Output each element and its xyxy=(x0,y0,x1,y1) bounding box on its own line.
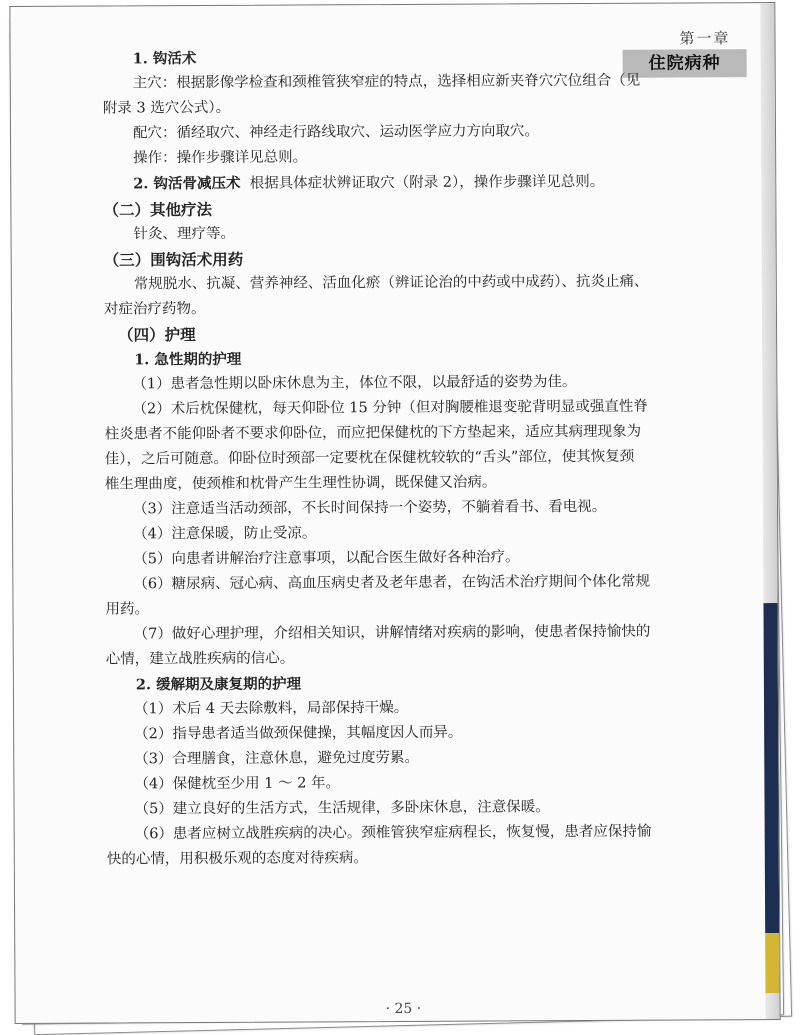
list-item: （1）患者急性期以卧床休息为主，体位不限，以最舒适的姿势为佳。 xyxy=(132,374,577,393)
list-item-continuation: 快的心情，用积极乐观的态度对待疾病。 xyxy=(106,850,368,868)
list-item: （5）向患者讲解治疗注意事项，以配合医生做好各种治疗。 xyxy=(133,549,520,568)
chapter-label: 第一章 xyxy=(679,29,731,48)
subsection-title: 1. 钩活术 xyxy=(132,50,197,68)
section-heading: （三）围钩活术用药 xyxy=(103,249,244,270)
list-item-continuation: 用药。 xyxy=(105,601,150,618)
list-item: （5）建立良好的生活方式，生活规律，多卧床休息，注意保暖。 xyxy=(134,799,550,818)
list-item: （7）做好心理护理，介绍相关知识，讲解情绪对疾病的影响，使患者保持愉快的 xyxy=(133,623,651,643)
edge-color-mark xyxy=(765,933,779,993)
list-item: （2）术后枕保健枕，每天仰卧位 15 分钟（但对胸腰椎退变驼背明显或强直性脊 xyxy=(132,398,648,418)
page-number: · 25 · xyxy=(385,1000,422,1018)
paragraph: 配穴：循经取穴、神经走行路线取穴、运动医学应力方向取穴。 xyxy=(132,123,540,142)
edge-color-mark xyxy=(763,603,779,933)
list-item: （4）保健枕至少用 1 ～ 2 年。 xyxy=(134,775,341,793)
paragraph xyxy=(103,168,733,197)
paragraph: 操作：操作步骤详见总则。 xyxy=(133,149,308,167)
list-item-continuation: 心情，建立战胜疾病的信心。 xyxy=(105,650,295,668)
paragraph: 常规脱水、抗凝、营养神经、活血化瘀（辨证论治的中药或中成药）、抗炎止痛、 xyxy=(133,273,649,293)
list-item-continuation: 椎生理曲度，使颈椎和枕骨产生生理性协调，既保健又治病。 xyxy=(104,474,497,493)
list-item-continuation: 柱炎患者不能仰卧者不要求仰卧位，而应把保健枕的下方垫起来，适应其病理现象为 xyxy=(104,423,642,443)
list-item: （3）合理膳食，注意休息，避免过度劳累。 xyxy=(134,749,420,768)
list-item: （3）注意适当活动颈部，不长时间保持一个姿势，不躺着看书、看电视。 xyxy=(132,498,607,518)
list-item: （2）指导患者适当做颈保健操，其幅度因人而异。 xyxy=(134,724,463,743)
list-item-continuation: 佳），之后可随意。仰卧位时颈部一定要枕在保健枕较软的“舌头”部位，使其恢复颈 xyxy=(104,448,635,468)
section-heading: （四）护理 xyxy=(118,325,196,345)
subsection-title: 1. 急性期的护理 xyxy=(134,350,242,369)
page-body xyxy=(103,43,737,872)
list-item: （4）注意保暖，防止受凉。 xyxy=(133,525,317,543)
paragraph-text: 根据具体症状辨证取穴（附录 2），操作步骤详见总则。 xyxy=(249,173,605,192)
section-heading: （二）其他疗法 xyxy=(103,199,212,220)
paragraph: 针灸、理疗等。 xyxy=(133,225,236,243)
paragraph: 附录 3 选穴公式）。 xyxy=(102,99,231,117)
paragraph: 主穴：根据影像学检查和颈椎管狭窄症的特点，选择相应新夹脊穴穴位组合（见 xyxy=(132,72,641,92)
subsection-title: 2. 缓解期及康复期的护理 xyxy=(135,675,302,694)
list-item: （6）糖尿病、冠心病、高血压病史者及老年患者，在钩活术治疗期间个体化常规 xyxy=(133,573,651,593)
section-tab: 住院病种 xyxy=(623,49,747,78)
document-page xyxy=(9,2,780,1024)
list-item: （1）术后 4 天去除敷料，局部保持干燥。 xyxy=(133,699,409,718)
subsection-title: 2. 钩活骨减压术 xyxy=(133,174,241,193)
list-item: （6）患者应树立战胜疾病的决心。颈椎管狭窄症病程长，恢复慢，患者应保持愉 xyxy=(134,823,652,843)
paragraph: 对症治疗药物。 xyxy=(103,300,206,318)
